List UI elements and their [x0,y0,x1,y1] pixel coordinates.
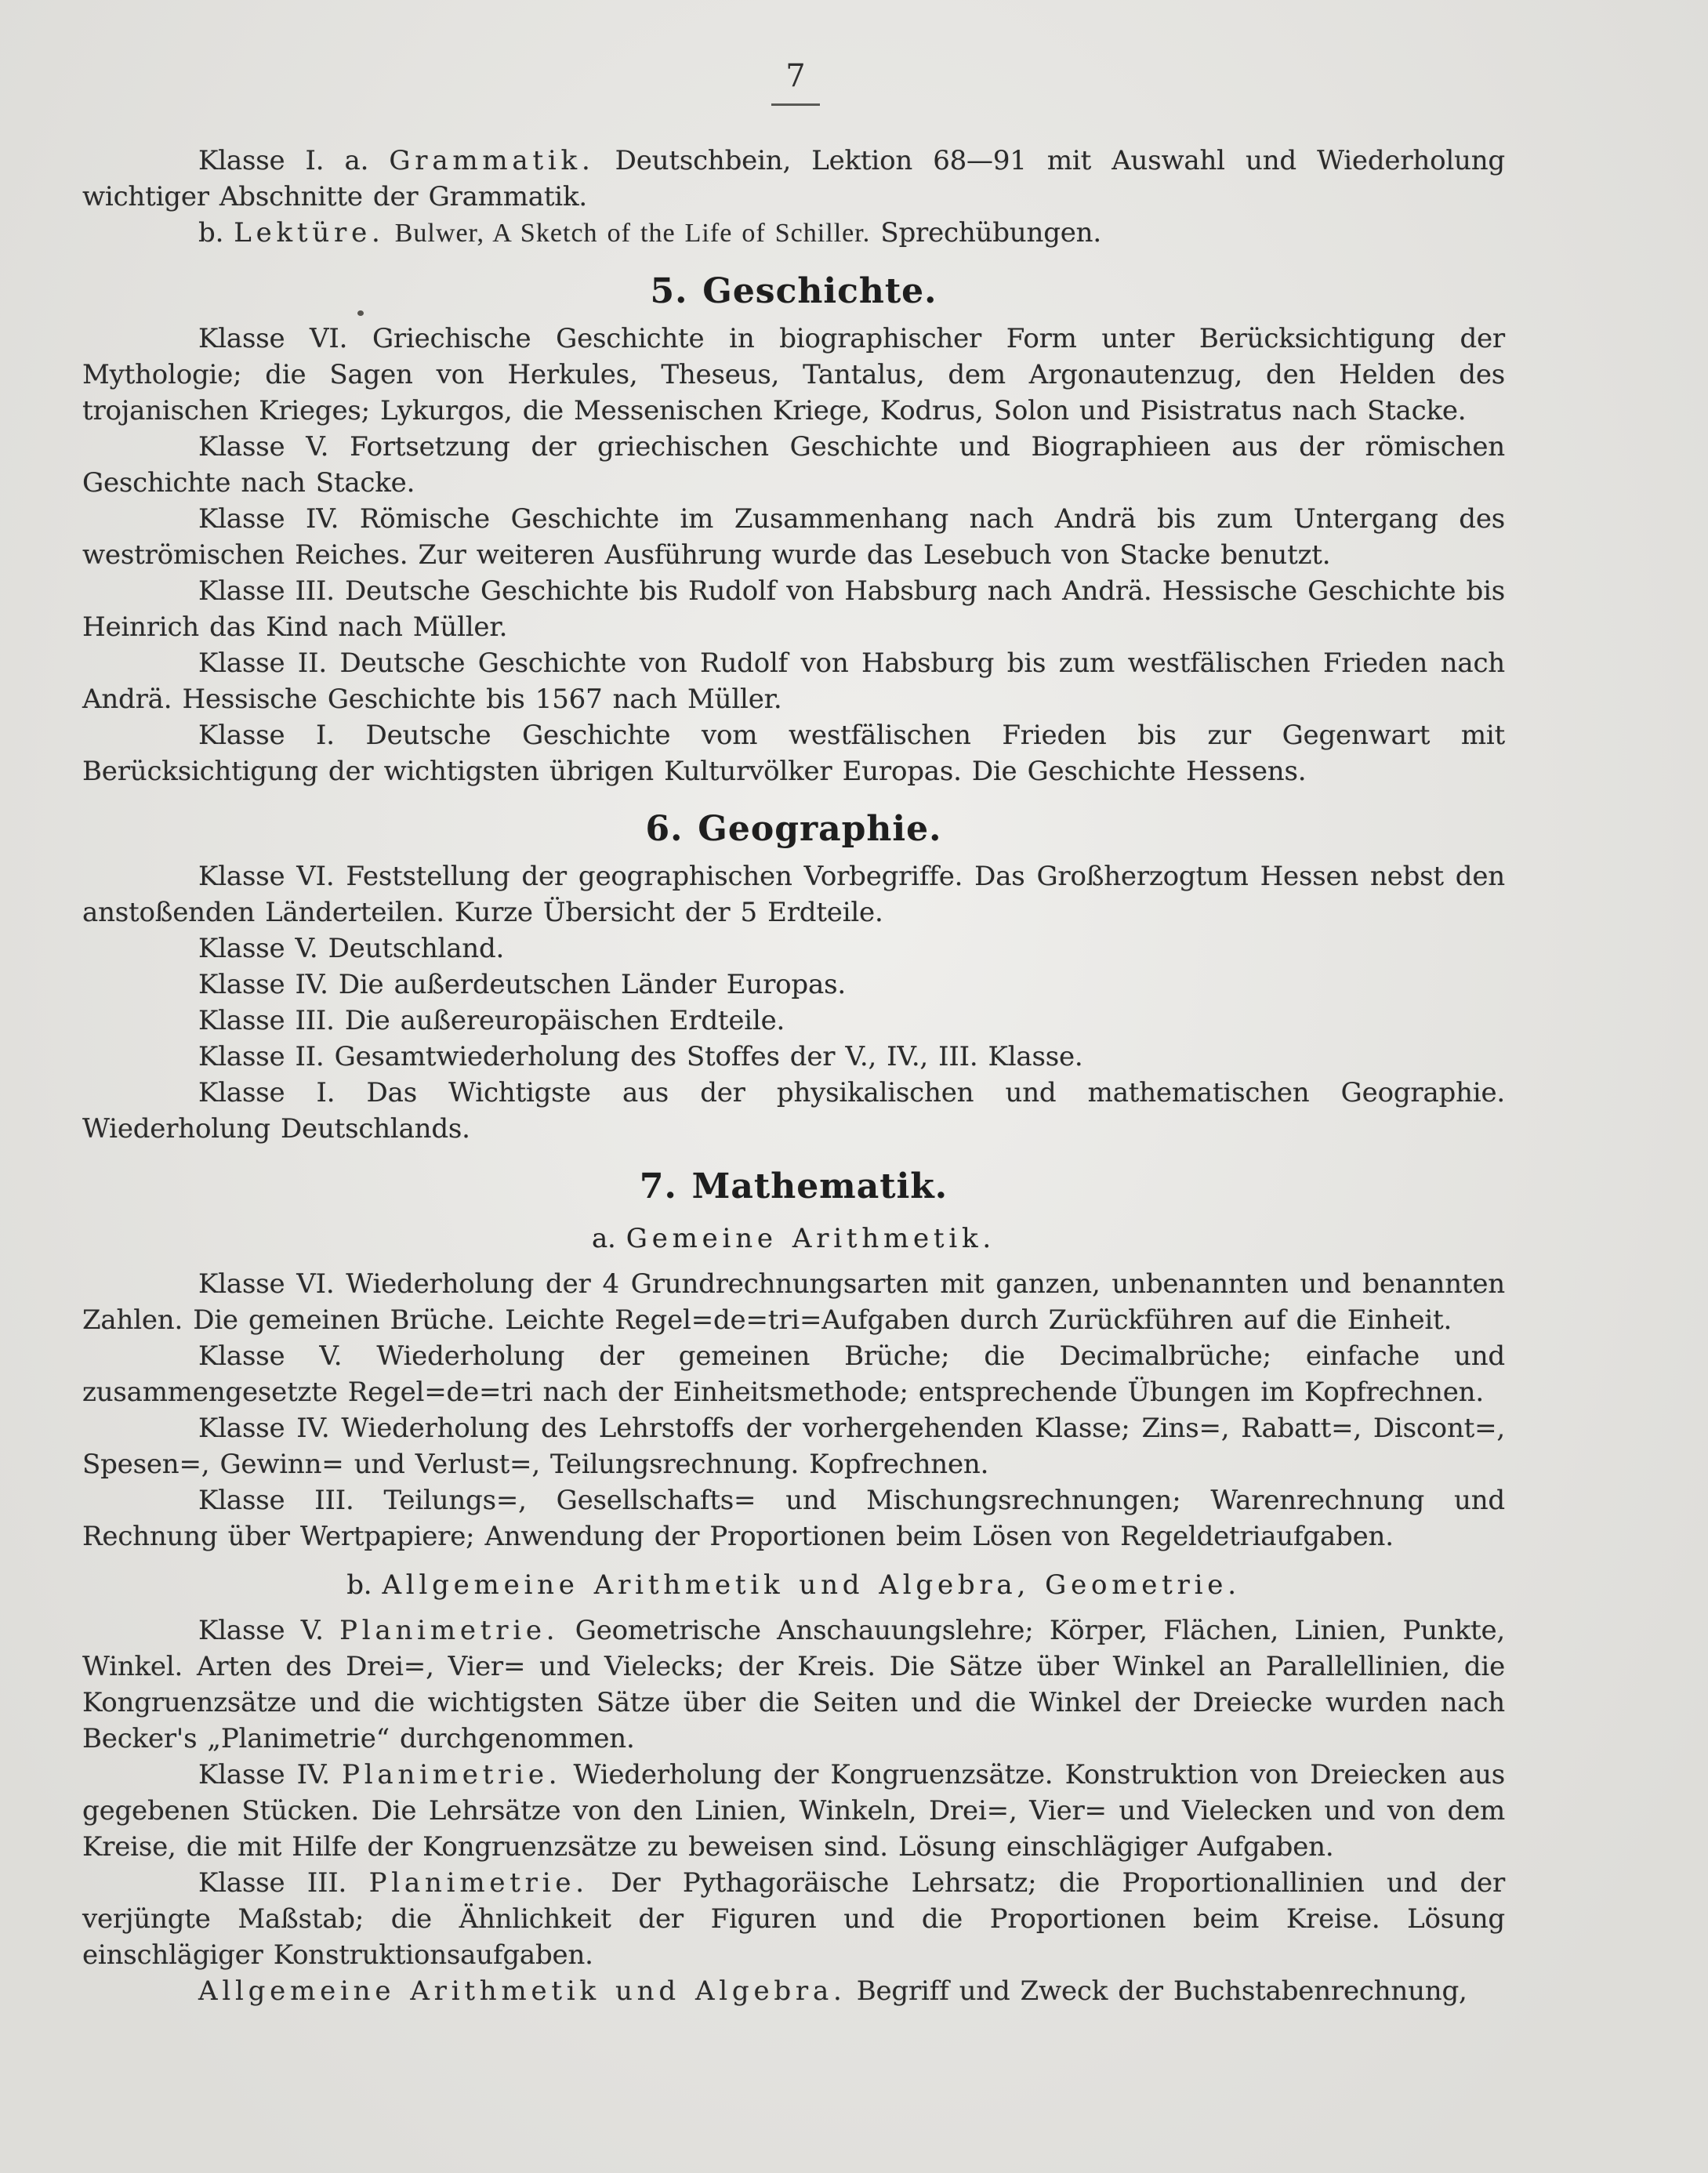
text-segment: 6. Geographie. [645,809,942,849]
text-segment: Klasse I. Deutsche Geschichte vom westfälischen Frieden bis zur Gegenwart mit Berücksichtigung der wichtigsten übrigen Kulturvölker Europas. Die Geschichte Hessens. [82,720,1505,787]
text-segment: Klasse III. Deutsche Geschichte bis Rudolf von Habsburg nach Andrä. Hessische Geschichte bis Heinrich das Kind nach Müller. [82,575,1505,643]
text-segment: b. [198,217,234,248]
paragraph-geometrie-klasse-5 [82,1613,1505,1757]
paragraph-arithmetik-klasse-5 [82,1338,1505,1410]
heading-geographie [82,808,1505,851]
text-segment: Der Pythagoräische Lehrsatz; die Proportionallinien und der verjüngte Maßstab; die Ähnlichkeit der Figuren und die Proportionen beim Kreise. Lösung einschlägiger Konstruktionsaufgaben. [82,1867,1505,1971]
text-segment: Gemeine Arithmetik. [626,1223,995,1254]
text-segment: Klasse VI. Wiederholung der 4 Grundrechnungsarten mit ganzen, unbenannten und benannten Zahlen. Die gemeinen Brüche. Leichte Regel=de=tri=Aufgaben durch Zurückführen auf die Einheit. [82,1268,1505,1336]
paragraph-arithmetik-klasse-4 [82,1410,1505,1482]
text-segment: Klasse IV. [198,1759,343,1790]
heading-geschichte [82,270,1505,313]
paragraph-klasse-1a-grammatik [82,143,1505,215]
text-segment: Planimetrie. [368,1867,589,1899]
paragraph-geographie-klasse-3 [82,1003,1505,1039]
paragraph-geographie-klasse-1 [82,1075,1505,1147]
text-segment: Klasse III. Die außereuropäischen Erdteile. [198,1005,785,1036]
text-segment: Klasse III. [198,1867,369,1899]
text-segment: Klasse V. Fortsetzung der griechischen Geschichte und Biographieen aus der römischen Geschichte nach Stacke. [82,431,1505,499]
paragraph-geographie-klasse-4 [82,967,1505,1003]
paragraph-geographie-klasse-6 [82,858,1505,931]
text-segment: Klasse VI. Feststellung der geographischen Vorbegriffe. Das Großherzogtum Hessen nebst den anstoßenden Länderteilen. Kurze Übersicht der 5 Erdteile. [82,861,1505,928]
text-segment: Klasse III. Teilungs=, Gesellschafts= und Mischungsrechnungen; Warenrechnung und Rechnung über Wertpapiere; Anwendung der Proportionen beim Lösen von Regeldetriaufgaben. [82,1485,1505,1552]
text-segment: Allgemeine Arithmetik und Algebra, Geometrie. [382,1569,1241,1601]
text-segment: 5. Geschichte. [650,271,937,311]
heading-mathematik [82,1166,1505,1208]
text-segment: Klasse IV. Die außerdeutschen Länder Europas. [198,969,846,1000]
subheading-gemeine-arithmetik [82,1219,1505,1258]
text-segment: Wiederholung der Kongruenzsätze. Konstruktion von Dreiecken aus gegebenen Stücken. Die Lehrsätze von den Linien, Winkeln, Drei=, Vier= und Vielecken und von dem Kreise, die mit Hilfe der Kongruenzsätze zu beweisen sind. Lösung einschlägiger Aufgaben. [82,1759,1505,1863]
text-segment: Klasse V. Deutschland. [198,933,505,964]
paragraph-geschichte-klasse-3 [82,573,1505,645]
text-segment: 7. Mathematik. [639,1166,948,1206]
text-segment: Grammatik. [389,145,595,176]
text-segment: Klasse V. [198,1615,340,1646]
paragraph-geschichte-klasse-4 [82,501,1505,573]
text-segment: b. [346,1569,383,1601]
text-segment: Geometrische Anschauungslehre; Körper, Flächen, Linien, Punkte, Winkel. Arten des Drei=, Vier= und Vielecks; der Kreis. Die Sätze über Winkel an Parallellinien, die Kongruenzsätze und die wichtigsten Sätze über die Seiten und die Winkel der Dreiecke wurden nach Becker's „Planimetrie“ durchgenommen. [82,1615,1505,1754]
paragraph-geometrie-klasse-4 [82,1757,1505,1865]
text-segment: Deutschbein, Lektion 68—91 mit Auswahl und Wiederholung wichtiger Abschnitte der Grammatik. [82,145,1505,212]
paragraph-allgemeine-arithmetik-und-algebra [82,1973,1505,2009]
paragraph-geographie-klasse-5 [82,931,1505,967]
text-segment: Lektüre. [234,217,385,248]
text-segment: Klasse IV. Römische Geschichte im Zusammenhang nach Andrä bis zum Untergang des weströmischen Reiches. Zur weiteren Ausführung wurde das Lesebuch von Stacke benutzt. [82,503,1505,571]
text-segment: Allgemeine Arithmetik und Algebra. [198,1975,847,2007]
text-segment: Klasse V. Wiederholung der gemeinen Brüche; die Decimalbrüche; einfache und zusammengesetzte Regel=de=tri nach der Einheitsmethode; entsprechende Übungen im Kopfrechnen. [82,1340,1505,1408]
page-number: 7 [771,58,819,106]
subheading-allgemeine-arithmetik-algebra-geometrie [82,1565,1505,1605]
text-segment: Klasse II. Deutsche Geschichte von Rudolf von Habsburg bis zum westfälischen Frieden nach Andrä. Hessische Geschichte bis 1567 nach Müller. [82,648,1505,715]
text-segment: Planimetrie. [339,1615,560,1646]
paragraph-arithmetik-klasse-6 [82,1266,1505,1338]
text-segment: Begriff und Zweck der Buchstabenrechnung, [846,1975,1467,2007]
paragraph-arithmetik-klasse-3 [82,1482,1505,1554]
text-segment: Klasse I. a. [198,145,390,176]
paragraph-geschichte-klasse-6 [82,321,1505,429]
text-segment: Bulwer, A Sketch of the Life of Schiller. [394,219,871,248]
paragraph-geometrie-klasse-3 [82,1865,1505,1973]
paragraph-geschichte-klasse-1 [82,717,1505,789]
text-segment: Klasse I. Das Wichtigste aus der physikalischen und mathematischen Geographie. Wiederholung Deutschlands. [82,1077,1505,1145]
text-segment: Klasse VI. Griechische Geschichte in biographischer Form unter Berücksichtigung der Mythologie; die Sagen von Herkules, Theseus, Tantalus, dem Argonautenzug, den Helden des trojanischen Krieges; Lykurgos, die Messenischen Kriege, Kodrus, Solon und Pisistratus nach Stacke. [82,323,1505,426]
document-body [82,143,1505,2009]
text-segment [385,217,395,248]
paragraph-klasse-1b-lektuere [82,215,1505,252]
paragraph-geschichte-klasse-5 [82,429,1505,501]
text-segment: Sprechübungen. [870,217,1101,248]
paragraph-geographie-klasse-2 [82,1039,1505,1075]
text-segment: Planimetrie. [342,1759,562,1790]
paragraph-geschichte-klasse-2 [82,645,1505,717]
text-segment: Klasse IV. Wiederholung des Lehrstoffs der vorhergehenden Klasse; Zins=, Rabatt=, Discont=, Spesen=, Gewinn= und Verlust=, Teilungsrechnung. Kopfrechnen. [82,1413,1505,1480]
text-segment: a. [591,1223,626,1254]
page-number-block [746,58,845,106]
text-segment: Klasse II. Gesamtwiederholung des Stoffes der V., IV., III. Klasse. [198,1041,1083,1072]
